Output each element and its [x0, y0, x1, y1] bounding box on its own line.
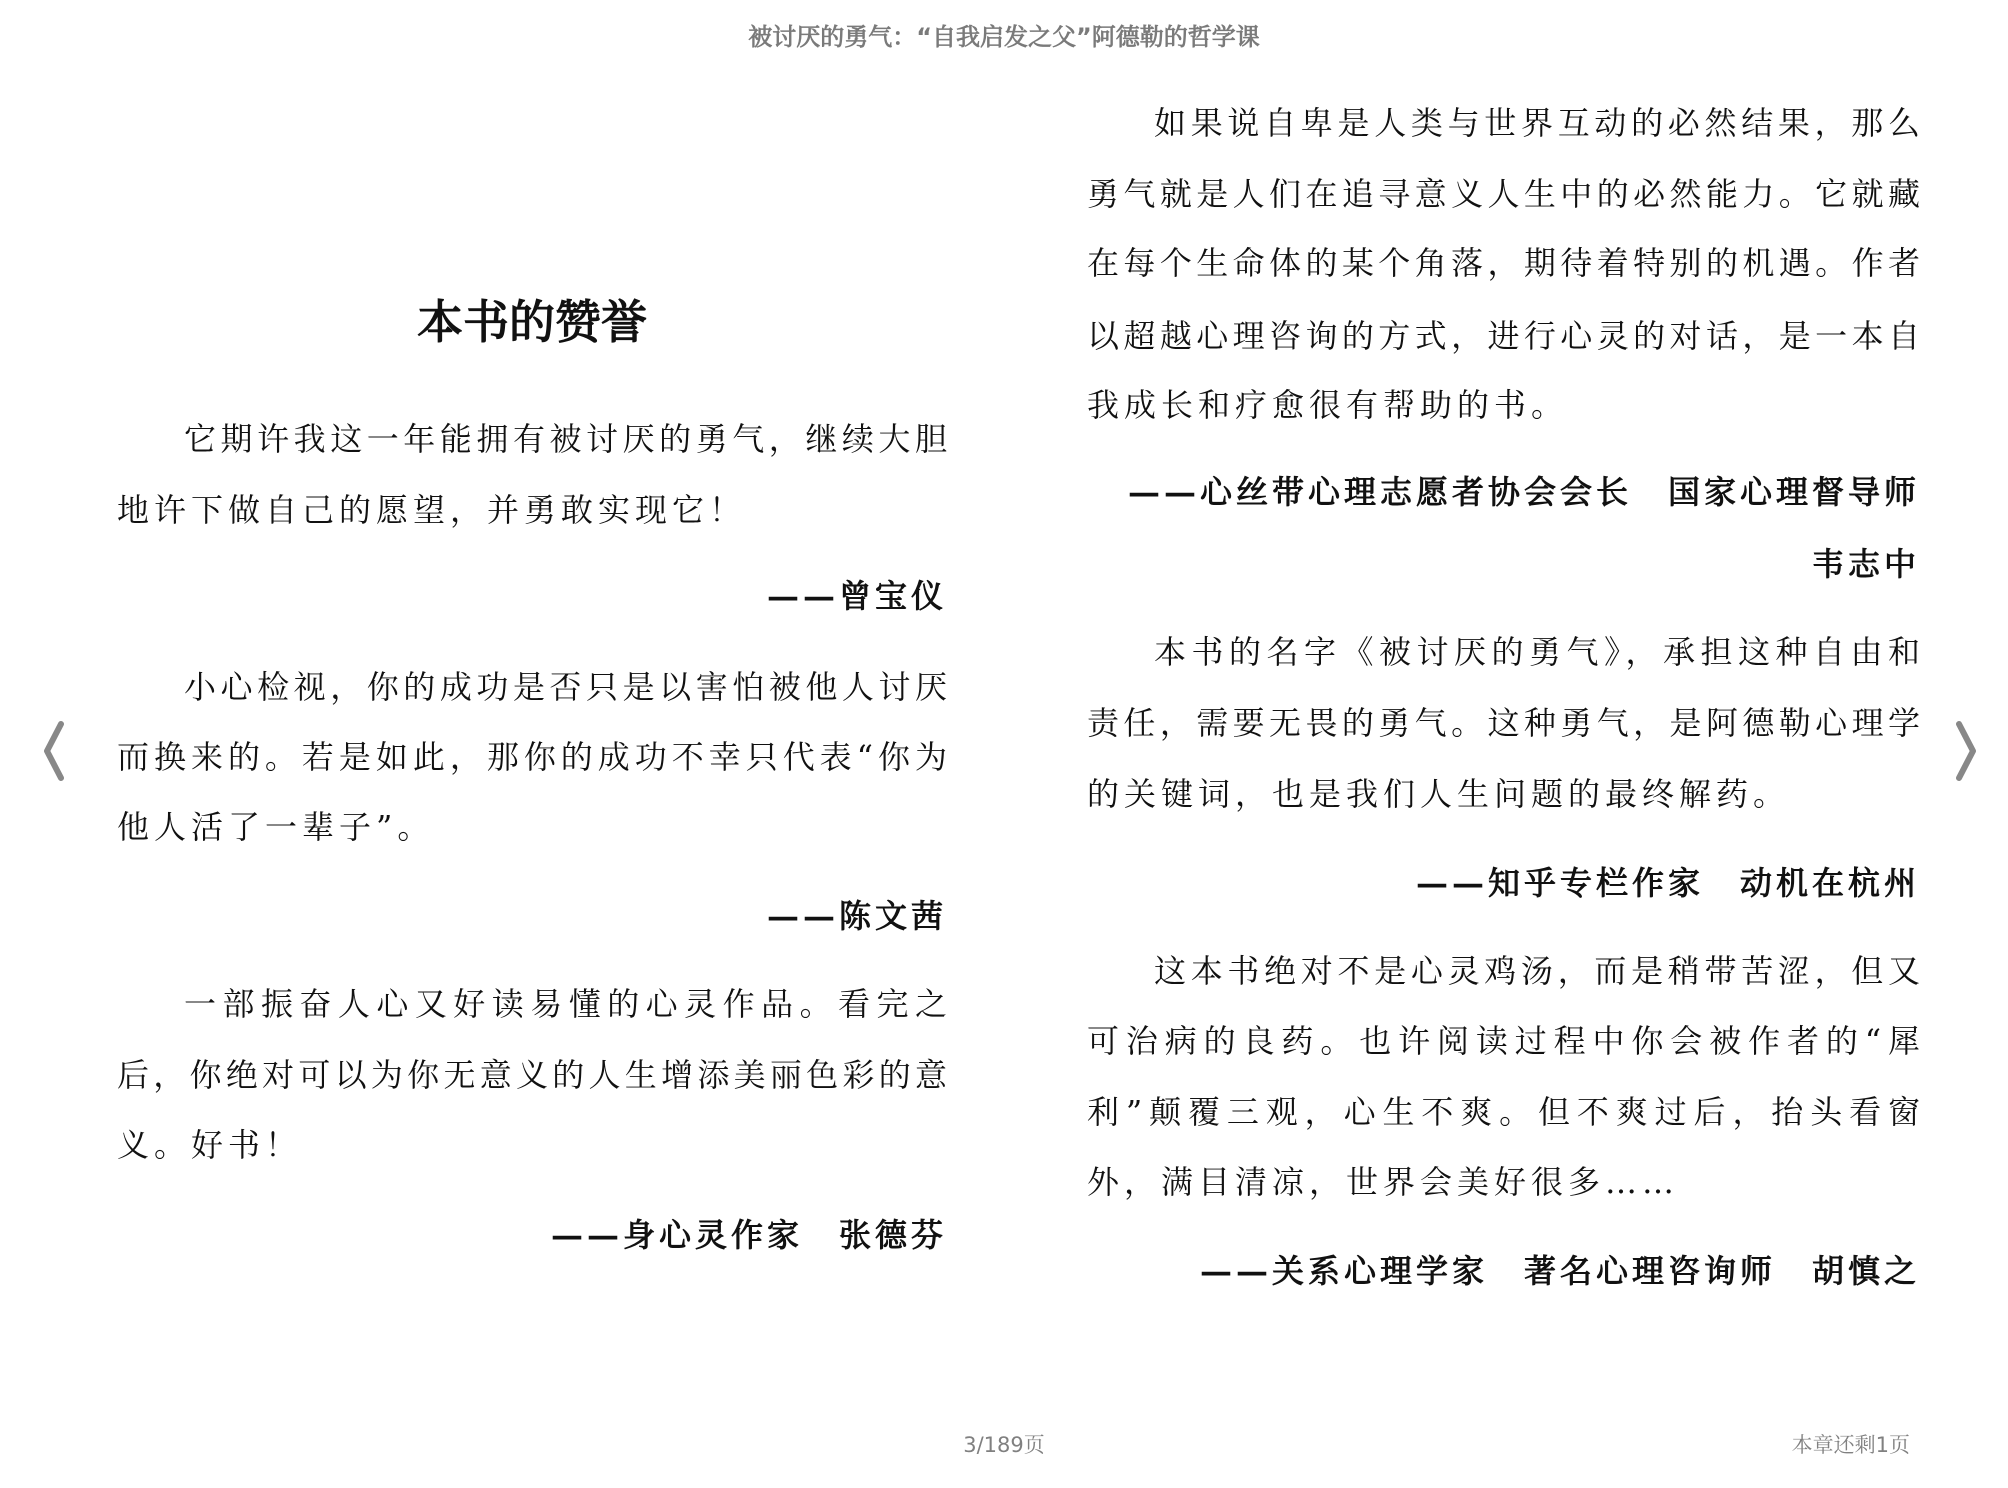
text-line: 的关键词，也是我们人生问题的最终解药。 [1087, 775, 1791, 813]
attribution: ——陈文茜 [766, 897, 947, 935]
text-line: 在每个生命体的某个角落，期待着特别的机遇。作者 [1087, 244, 1920, 282]
previous-page-button[interactable] [34, 718, 74, 784]
text-line: 小心检视，你的成功是否只是以害怕被他人讨厌 [184, 668, 947, 706]
chapter-remaining: 本章还剩1页 [1791, 1433, 1910, 1457]
text-line: 这本书绝对不是心灵鸡汤，而是稍带苦涩，但又 [1154, 952, 1920, 990]
page-heading: 本书的赞誉 [417, 295, 647, 349]
text-line: 利”颠覆三观，心生不爽。但不爽过后，抬头看窗 [1087, 1093, 1920, 1131]
text-line: 外，满目清凉，世界会美好很多…… [1087, 1163, 1680, 1201]
text-line: 后，你绝对可以为你无意义的人生增添美丽色彩的意 [117, 1056, 947, 1094]
text-line: 一部振奋人心又好读易懂的心灵作品。看完之 [184, 985, 947, 1023]
attribution: ——身心灵作家 张德芬 [550, 1216, 947, 1254]
text-line: 义。好书！ [117, 1126, 303, 1164]
text-line: 我成长和疗愈很有帮助的书。 [1087, 386, 1569, 424]
text-line: 它期许我这一年能拥有被讨厌的勇气，继续大胆 [184, 420, 947, 458]
text-line: 他人活了一辈子”。 [117, 808, 435, 846]
next-page-button[interactable] [1946, 718, 1986, 784]
text-line: 地许下做自己的愿望，并勇敢实现它！ [117, 491, 747, 529]
attribution-name: 韦志中 [1811, 545, 1920, 583]
text-line: 勇气就是人们在追寻意义人生中的必然能力。它就藏 [1087, 175, 1920, 213]
text-line: 责任，需要无畏的勇气。这种勇气，是阿德勒心理学 [1087, 704, 1920, 742]
attribution: ——知乎专栏作家 动机在杭州 [1415, 864, 1920, 902]
page-indicator: 3/189页 [963, 1433, 1045, 1457]
book-title: 被讨厌的勇气：“自我启发之父”阿德勒的哲学课 [748, 23, 1260, 51]
text-line: 可治病的良药。也许阅读过程中你会被作者的“犀 [1087, 1022, 1920, 1060]
attribution: ——曾宝仪 [766, 577, 947, 615]
attribution: ——心丝带心理志愿者协会会长 国家心理督导师 [1127, 473, 1920, 511]
chevron-right-icon [1946, 718, 1986, 784]
text-line: 而换来的。若是如此，那你的成功不幸只代表“你为 [117, 738, 947, 776]
text-line: 以超越心理咨询的方式，进行心灵的对话，是一本自 [1087, 317, 1920, 355]
attribution: ——关系心理学家 著名心理咨询师 胡慎之 [1199, 1252, 1920, 1290]
chevron-left-icon [34, 718, 74, 784]
text-line: 本书的名字《被讨厌的勇气》，承担这种自由和 [1154, 633, 1920, 671]
text-line: 如果说自卑是人类与世界互动的必然结果，那么 [1154, 104, 1920, 142]
